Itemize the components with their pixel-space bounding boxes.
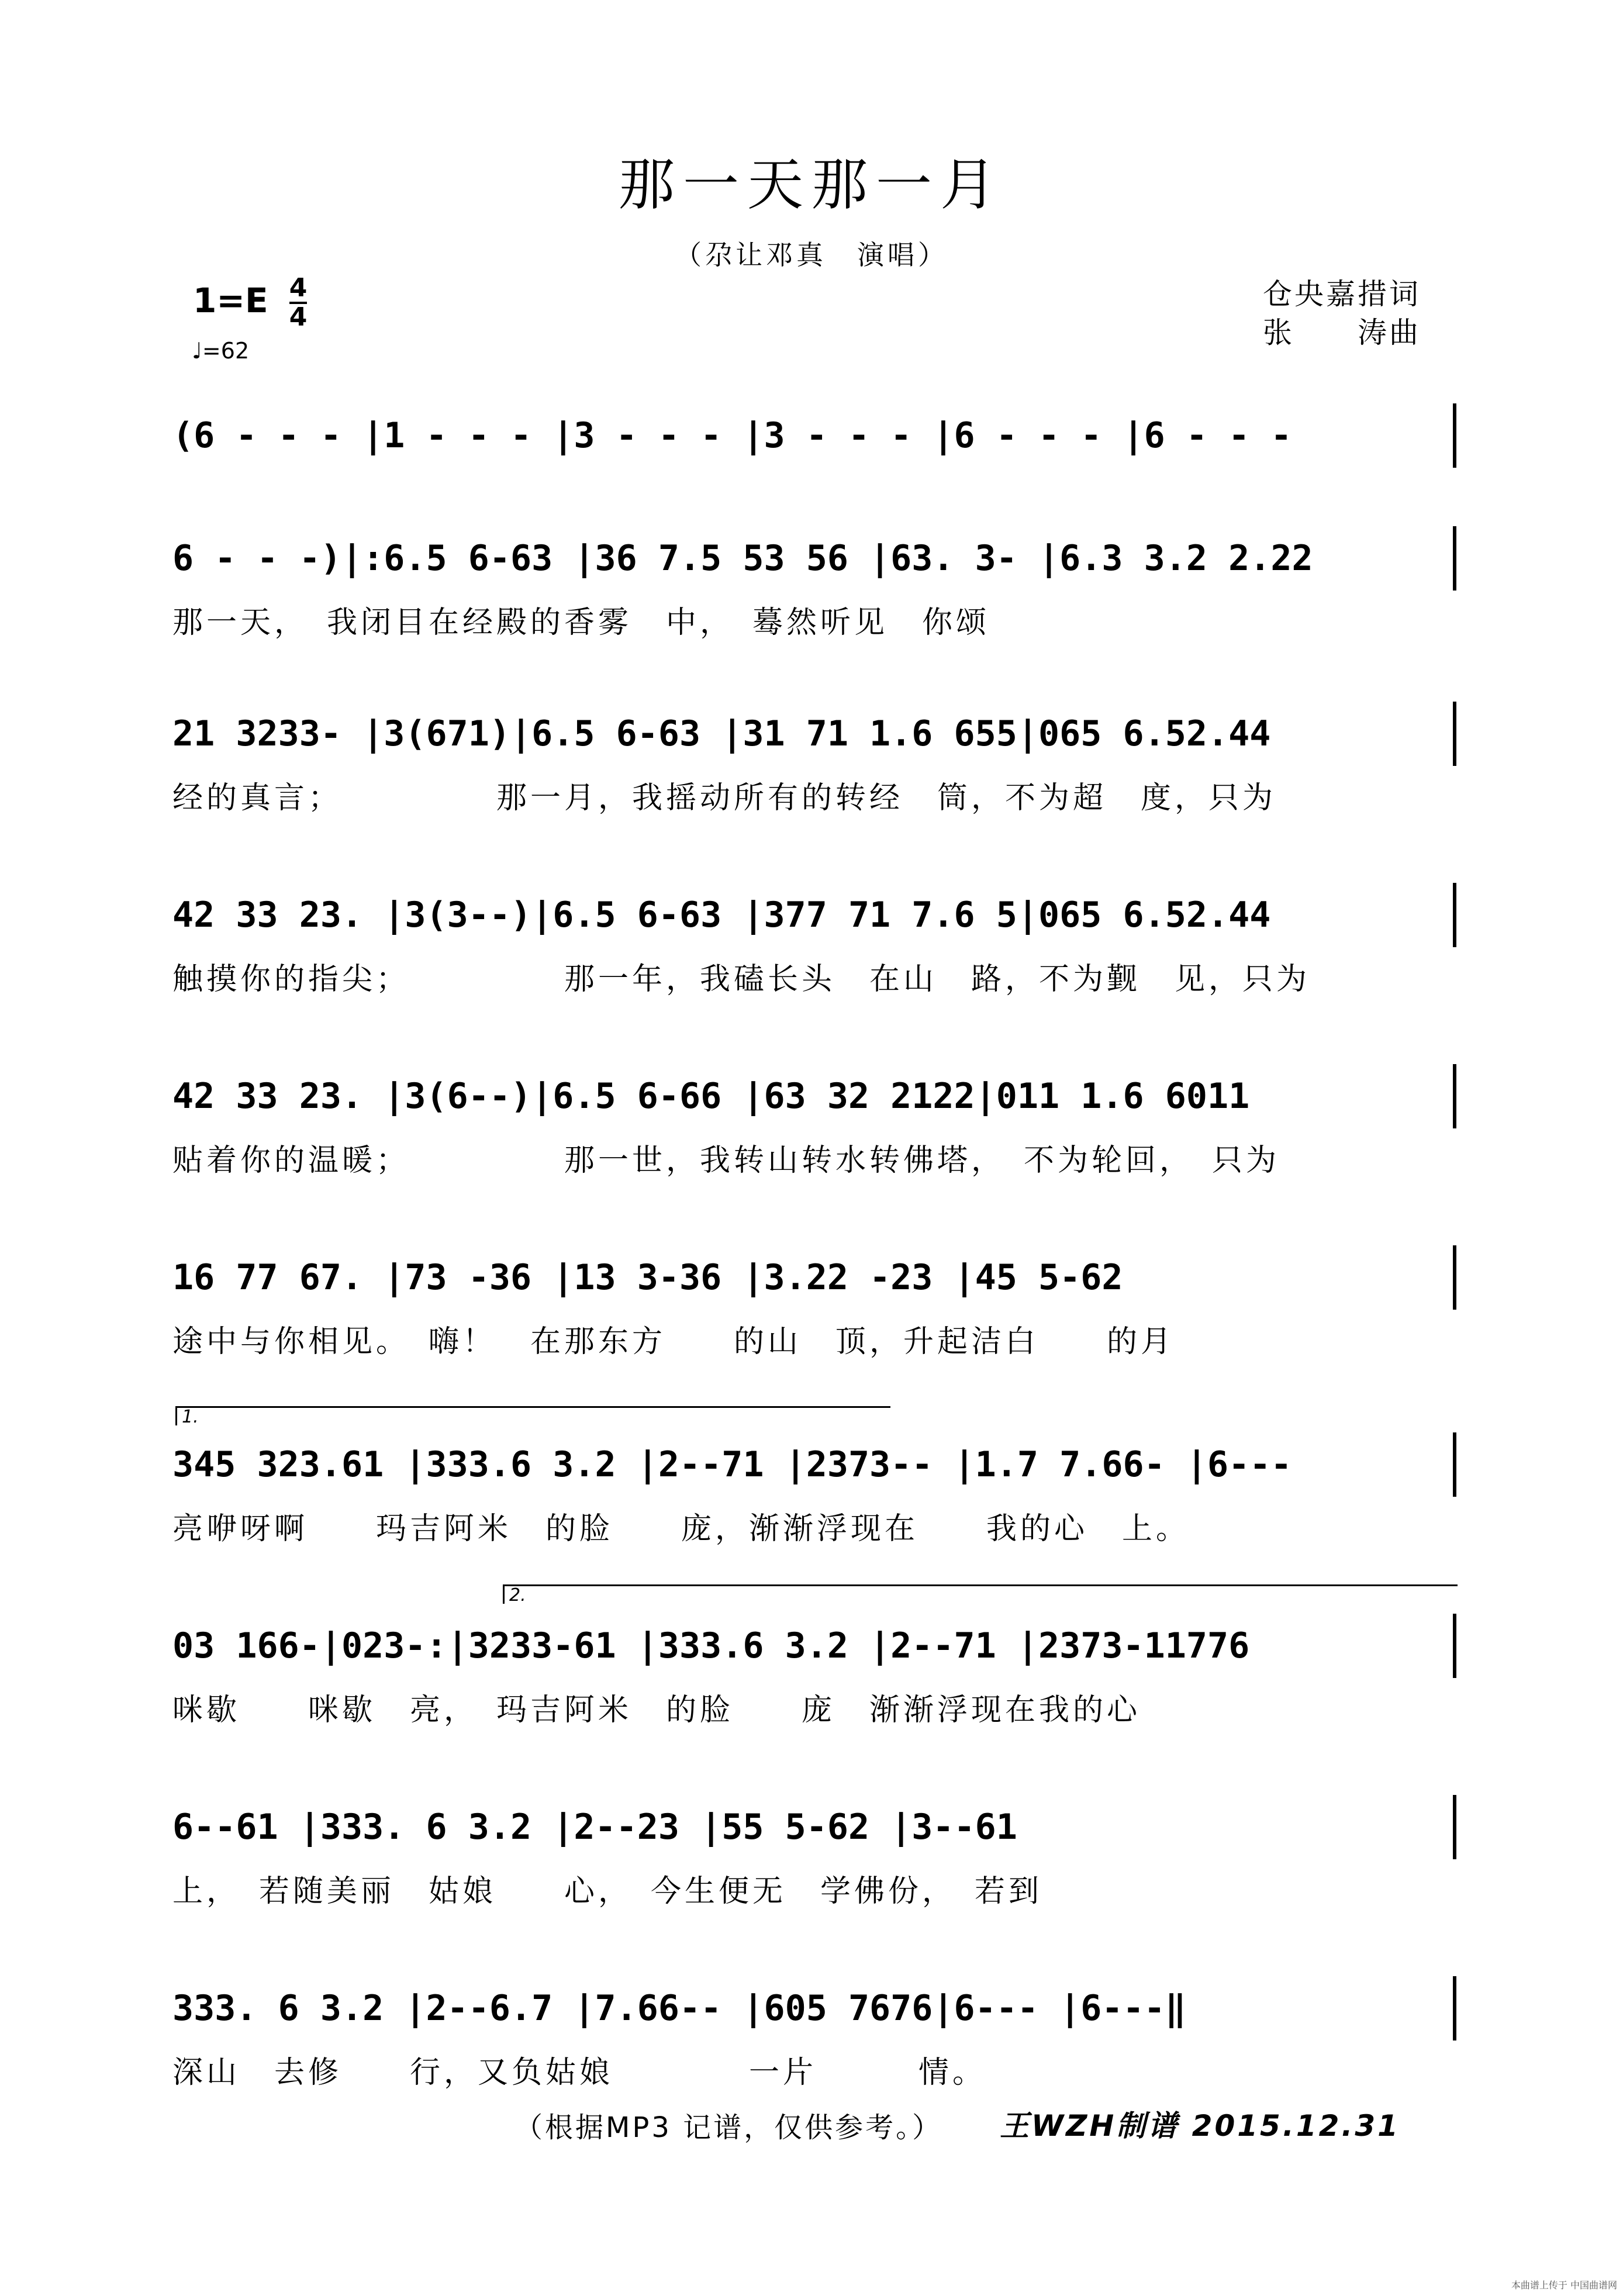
score-system-3	[172, 702, 1456, 824]
volta-label: 1.	[182, 1407, 199, 1427]
lyric-line: 深山 去修 行，又负姑娘 一片 情。	[172, 2055, 987, 2090]
notation-line: 333. 6 3.2 |2--6.7 |7.66-- |605 7676|6--- |6---‖	[172, 1988, 1186, 2029]
lyricist-credit: 仓央嘉措词	[1263, 277, 1421, 311]
page-title: 那一天那一月	[619, 152, 1004, 217]
score-system-10	[172, 1976, 1456, 2099]
notation-line: (6 - - - |1 - - - |3 - - - |3 - - - |6 - - - |6 - - -	[172, 415, 1292, 456]
notation-line: 21 3233- |3(671)|6.5 6-63 |31 71 1.6 655|065 6.52.44	[172, 713, 1271, 754]
barline	[1453, 526, 1456, 591]
lyric-line: 途中与你相见。 嗨！ 在那东方 的山 顶，升起洁白 的月	[172, 1324, 1175, 1359]
barline	[1453, 883, 1456, 947]
time-denominator: 4	[289, 302, 308, 332]
key-label: 1=E	[193, 281, 268, 321]
key-signature	[193, 275, 307, 331]
barline	[1453, 702, 1456, 766]
lyric-line: 经的真言； 那一月，我摇动所有的转经 筒，不为超 度，只为	[172, 781, 1277, 816]
lyric-line: 亮咿呀啊 玛吉阿米 的脸 庞，渐渐浮现在 我的心 上。	[172, 1511, 1190, 1546]
barline	[1453, 1795, 1456, 1859]
notation-line: 6--61 |333. 6 3.2 |2--23 |55 5-62 |3--61	[172, 1807, 1017, 1848]
score-system-6	[172, 1245, 1456, 1368]
time-signature	[289, 275, 308, 331]
lyric-line: 上， 若随美丽 姑娘 心， 今生便无 学佛份， 若到	[172, 1874, 1043, 1909]
lyric-line: 咪歇 咪歇 亮， 玛吉阿米 的脸 庞 渐渐浮现在我的心	[172, 1693, 1141, 1728]
barline	[1453, 403, 1456, 468]
notation-line: 03 166-|023-:|3233-61 |333.6 3.2 |2--71 |2373-11776	[172, 1625, 1250, 1666]
tempo-marking: ♩=62	[192, 338, 250, 364]
notation-line: 42 33 23. |3(3--)|6.5 6-63 |377 71 7.6 5|065 6.52.44	[172, 895, 1271, 935]
score-system-9	[172, 1795, 1456, 1918]
volta-bracket-2	[503, 1584, 1458, 1604]
score-system-2	[172, 526, 1456, 649]
barline	[1453, 1614, 1456, 1678]
barline	[1453, 1432, 1456, 1497]
lyric-line: 贴着你的温暖； 那一世，我转山转水转佛塔， 不为轮回， 只为	[172, 1143, 1280, 1178]
performer-note: （尕让邓真 演唱）	[675, 239, 948, 271]
volta-bracket-1	[175, 1406, 890, 1425]
notation-line: 16 77 67. |73 -36 |13 3-36 |3.22 -23 |45 5-62	[172, 1257, 1123, 1298]
notation-line: 42 33 23. |3(6--)|6.5 6-66 |63 32 2122|011 1.6 6011	[172, 1076, 1250, 1117]
notation-line: 6 - - -)|:6.5 6-63 |36 7.5 53 56 |63. 3- |6.3 3.2 2.22	[172, 538, 1313, 579]
score-system-1	[172, 403, 1456, 468]
transcriber-signature: 王WZH制谱 2015.12.31	[1000, 2109, 1400, 2143]
lyric-line: 那一天， 我闭目在经殿的香雾 中， 蓦然听见 你颂	[172, 605, 990, 640]
barline	[1453, 1064, 1456, 1128]
site-watermark: 本曲谱上传于 中国曲谱网	[1511, 2280, 1617, 2291]
lyric-line: 触摸你的指尖； 那一年，我磕长头 在山 路，不为觐 见，只为	[172, 962, 1311, 997]
transcription-note: （根据MP3 记谱，仅供参考。）	[514, 2111, 943, 2144]
barline	[1453, 1245, 1456, 1310]
credits	[1263, 275, 1421, 352]
score-system-5	[172, 1064, 1456, 1187]
notation-line: 345 323.61 |333.6 3.2 |2--71 |2373-- |1.7 7.66- |6---	[172, 1444, 1292, 1485]
score-system-4	[172, 883, 1456, 1006]
final-barline	[1453, 1976, 1456, 2040]
composer-credit: 张 涛曲	[1263, 316, 1421, 350]
volta-label: 2.	[509, 1585, 526, 1606]
score-system-8	[172, 1614, 1456, 1736]
time-numerator: 4	[289, 273, 308, 303]
score-system-7	[172, 1432, 1456, 1555]
